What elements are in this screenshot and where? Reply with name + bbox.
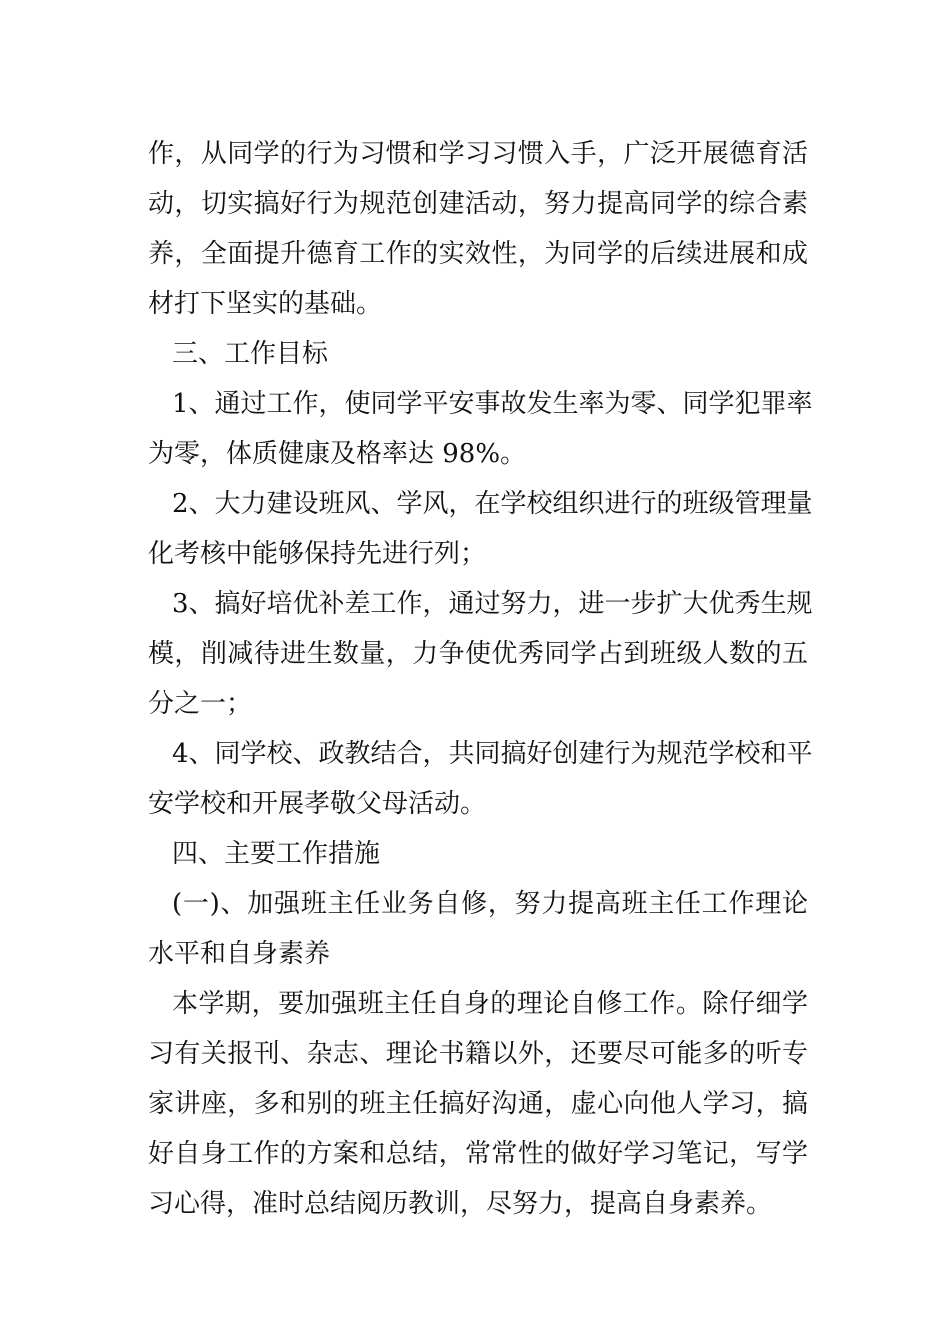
text-line: 家讲座，多和别的班主任搞好沟通，虚心向他人学习，搞 — [148, 1089, 808, 1119]
text-line: 习有关报刊、杂志、理论书籍以外，还要尽可能多的听专 — [148, 1039, 808, 1069]
text-line: 养，全面提升德育工作的实效性，为同学的后续进展和成 — [148, 239, 808, 269]
text-line: 材打下坚实的基础。 — [148, 289, 383, 319]
text-line: 模，削减待进生数量，力争使优秀同学占到班级人数的五 — [148, 639, 808, 669]
text-line: 习心得，准时总结阅历教训，尽努力，提高自身素养。 — [148, 1189, 773, 1219]
text-line: 本学期，要加强班主任自身的理论自修工作。除仔细学 — [172, 989, 808, 1019]
text-line: 2、大力建设班风、学风，在学校组织进行的班级管理量 — [172, 489, 813, 519]
subsection-heading: 水平和自身素养 — [148, 939, 331, 969]
text-line: 分之一； — [148, 689, 253, 719]
text-line: 化考核中能够保持先进行列； — [148, 539, 487, 569]
section-heading: 三、工作目标 — [172, 339, 329, 369]
subsection-heading: (一)、加强班主任业务自修，努力提高班主任工作理论 — [172, 889, 808, 919]
text-line: 好自身工作的方案和总结，常常性的做好学习笔记，写学 — [148, 1139, 808, 1169]
text-line: 为零，体质健康及格率达 98%。 — [148, 439, 527, 469]
text-line: 安学校和开展孝敬父母活动。 — [148, 789, 487, 819]
text-line: 4、同学校、政教结合，共同搞好创建行为规范学校和平 — [172, 739, 813, 769]
text-line: 1、通过工作，使同学平安事故发生率为零、同学犯罪率 — [172, 389, 813, 419]
text-line: 3、搞好培优补差工作，通过努力，进一步扩大优秀生规 — [172, 589, 813, 619]
text-line: 作，从同学的行为习惯和学习习惯入手，广泛开展德育活 — [148, 139, 808, 169]
text-line: 动，切实搞好行为规范创建活动，努力提高同学的综合素 — [148, 189, 808, 219]
section-heading: 四、主要工作措施 — [172, 839, 381, 869]
